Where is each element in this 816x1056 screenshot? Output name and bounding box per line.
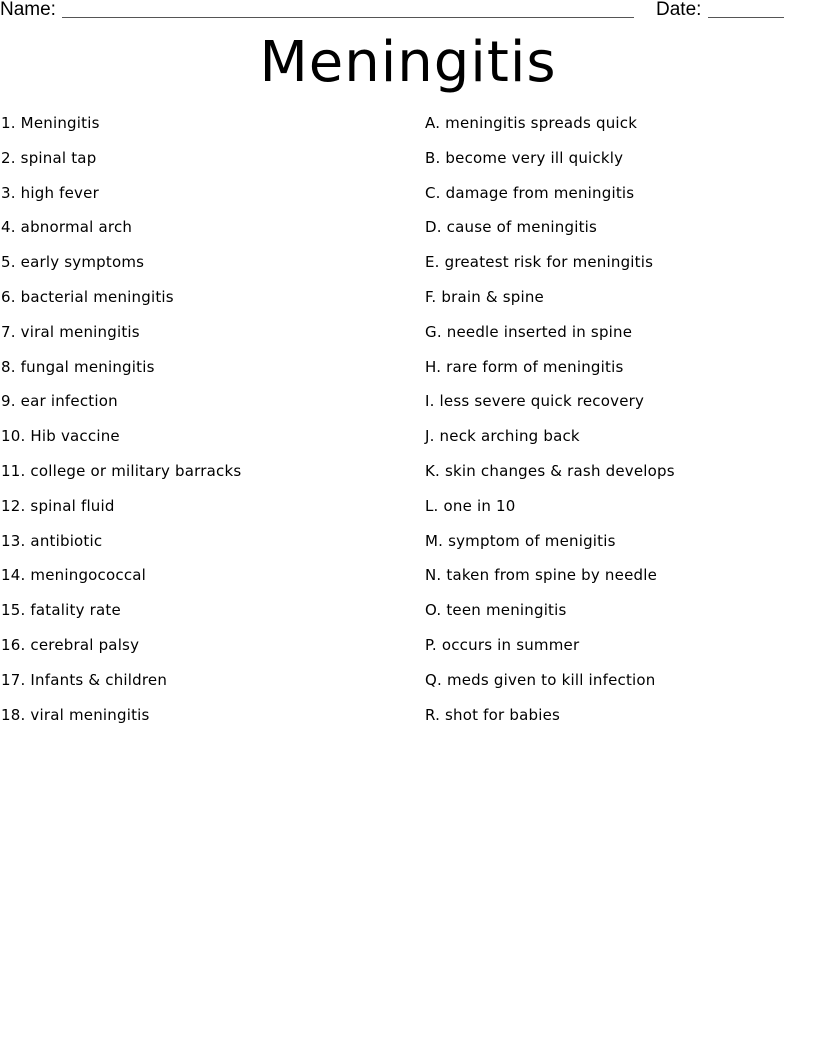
definition-item: M. symptom of menigitis: [425, 531, 616, 550]
definition-item: L. one in 10: [425, 496, 516, 515]
definition-item: C. damage from meningitis: [425, 183, 635, 202]
name-label: Name:: [0, 0, 56, 20]
term-item: 10. Hib vaccine: [1, 427, 120, 446]
term-item: 4. abnormal arch: [1, 218, 133, 237]
term-item: 5. early symptoms: [1, 253, 145, 272]
term-item: 3. high fever: [1, 183, 99, 202]
worksheet-title: Meningitis: [259, 30, 557, 95]
definition-item: F. brain & spine: [425, 287, 544, 306]
terms-column: [1, 113, 401, 739]
definition-item: R. shot for babies: [425, 705, 561, 724]
definition-item: H. rare form of meningitis: [425, 357, 624, 376]
date-blank-line: [708, 17, 784, 18]
definitions-column: [425, 113, 815, 739]
definition-item: J. neck arching back: [425, 427, 580, 446]
term-item: 17. Infants & children: [1, 670, 168, 689]
definition-item: E. greatest risk for meningitis: [425, 253, 654, 272]
worksheet-header: [0, 0, 816, 24]
term-item: 15. fatality rate: [1, 601, 121, 620]
term-item: 8. fungal meningitis: [1, 357, 155, 376]
term-item: 1. Meningitis: [1, 114, 100, 132]
definition-item: Q. meds given to kill infection: [425, 670, 656, 689]
definition-item: A. meningitis spreads quick: [425, 114, 638, 132]
definition-item: D. cause of meningitis: [425, 218, 598, 237]
term-item: 18. viral meningitis: [1, 705, 150, 724]
term-item: 16. cerebral palsy: [1, 635, 140, 654]
definition-item: G. needle inserted in spine: [425, 322, 633, 341]
definition-item: O. teen meningitis: [425, 601, 567, 620]
term-item: 12. spinal fluid: [1, 496, 115, 515]
term-item: 2. spinal tap: [1, 148, 97, 167]
term-item: 6. bacterial meningitis: [1, 287, 174, 306]
term-item: 13. antibiotic: [1, 531, 103, 550]
name-blank-line: [62, 17, 634, 18]
term-item: 11. college or military barracks: [1, 461, 242, 480]
definition-item: K. skin changes & rash develops: [425, 461, 675, 480]
term-item: 9. ear infection: [1, 392, 118, 411]
definition-item: I. less severe quick recovery: [425, 392, 645, 411]
date-label: Date:: [656, 0, 702, 20]
term-item: 14. meningococcal: [1, 566, 147, 585]
definition-item: P. occurs in summer: [425, 635, 580, 654]
definition-item: N. taken from spine by needle: [425, 566, 658, 585]
definition-item: B. become very ill quickly: [425, 148, 624, 167]
term-item: 7. viral meningitis: [1, 322, 140, 341]
